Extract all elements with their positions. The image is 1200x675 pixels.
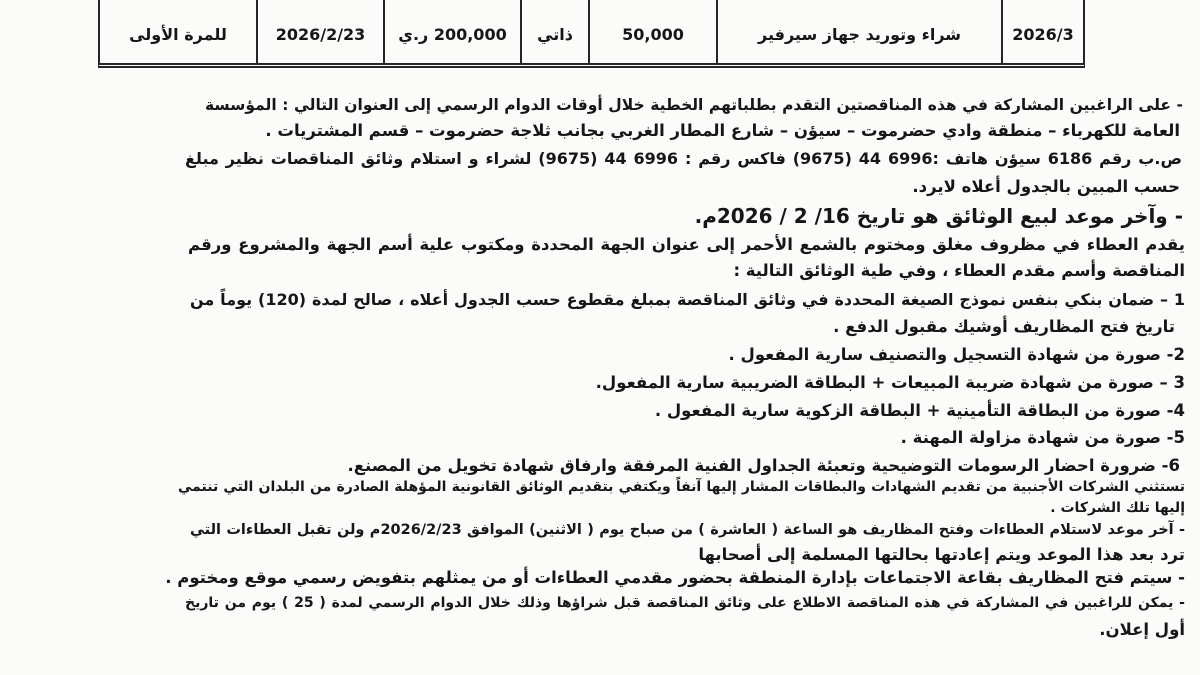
tender-table-row (98, 0, 1085, 68)
submission-deadline-line: - آخر موعد لاستلام العطاءات وفتح المظاريف هو الساعة ( العاشرة ) من صباح يوم ( الاثنين) الموافق 2026/2/23م ولن تقبل العطاءات التي (190, 522, 1185, 538)
text-line: - سيتم فتح المظاريف بقاعة الاجتماعات بإدارة المنطقة بحضور مقدمي العطاءات أو من يمثلهم بتفويض رسمي موقع ومختوم . (165, 568, 1185, 587)
text-line: ص.ب رقم 6186 سيؤن هاتف :6996 44 (9675) فاكس رقم : 6996 44 (9675) لشراء و استلام وثائق المناقصات نظير مبلغ (185, 149, 1182, 168)
text-line: تستثني الشركات الأجنبية من تقديم الشهادات والبطاقات المشار إليها آنفاً ويكتفي بتقديم الوثائق القانونية المؤهلة الصادرة من البلدان التي تنتمي (178, 479, 1185, 495)
text-line: أول إعلان. (1099, 620, 1185, 639)
requirement-item: 5- صورة من شهادة مزاولة المهنة . (900, 428, 1185, 447)
requirement-item: 3 – صورة من شهادة ضريبة المبيعات + البطاقة الضريبية سارية المفعول. (595, 373, 1185, 392)
announcement-count-cell: للمرة الأولى (129, 25, 227, 44)
text-line: ترد بعد هذا الموعد ويتم إعادتها بحالتها المسلمة إلى أصحابها (698, 545, 1185, 564)
text-line: حسب المبين بالجدول أعلاه لايرد. (912, 177, 1180, 196)
text-line: - على الراغبين المشاركة في هذه المناقصتين التقدم بطلباتهم الخطية خلال أوقات الدوام الرسمي إلى العنوان التالي : المؤسسة (205, 96, 1183, 114)
funding-source-cell: ذاتي (520, 0, 588, 63)
requirement-item: 1 – ضمان بنكي بنفس نموذج الصيغة المحددة في وثائق المناقصة بمبلغ مقطوع حسب الجدول أعلاه ، صالح لمدة (120) يوماً من (190, 290, 1185, 309)
text-line: يقدم العطاء في مظروف مغلق ومختوم بالشمع الأحمر إلى عنوان الجهة المحددة ومكتوب علية أسم الجهة والمشروع ورقم (188, 235, 1185, 254)
text-line: - يمكن للراغبين في المشاركة في هذه المناقصة الاطلاع على وثائق المناقصة قبل شراؤها وذلك خلال الدوام الرسمي لمدة ( 25 ) يوم من تاريخ (185, 595, 1185, 611)
document-price-cell: 200,000 ر.ي (383, 0, 520, 63)
requirement-item: 6- ضرورة احضار الرسومات التوضيحية وتعبئة الجداول الفنية المرفقة وارفاق شهادة تخويل من المصنع. (347, 456, 1180, 475)
requirement-item: 2- صورة من شهادة التسجيل والتصنيف سارية المفعول . (728, 345, 1185, 364)
guarantee-amount-cell: 50,000 (588, 0, 716, 63)
deadline-date-cell: 2026/2/23 (256, 0, 383, 63)
text-line: تاريخ فتح المظاريف أوشيك مقبول الدفع . (833, 317, 1175, 336)
tender-description-cell: شراء وتوريد جهاز سيرفير (716, 0, 1001, 63)
tender-number-cell: 2026/3 (1001, 0, 1083, 63)
text-line: العامة للكهرباء – منطقة وادي حضرموت – سيؤن – شارع المطار الغربي بجانب ثلاجة حضرموت – قسم المشتريات . (265, 121, 1180, 140)
document-sale-deadline: - وآخر موعد لبيع الوثائق هو تاريخ 16/ 2 / 2026م. (694, 204, 1183, 228)
text-line: المناقصة وأسم مقدم العطاء ، وفي طية الوثائق التالية : (733, 261, 1185, 280)
text-line: إليها تلك الشركات . (1050, 500, 1185, 516)
requirement-item: 4- صورة من البطاقة التأمينية + البطاقة الزكوية سارية المفعول . (654, 401, 1185, 420)
